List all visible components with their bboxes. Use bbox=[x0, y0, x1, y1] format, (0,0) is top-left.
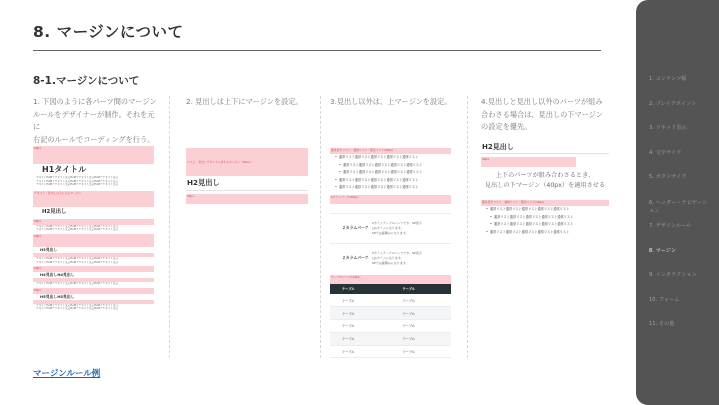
margin-block bbox=[33, 234, 154, 247]
column-2-description: 2. 見出しは上下にマージンを設定。 bbox=[186, 97, 303, 106]
two-column-row bbox=[330, 243, 451, 273]
mock-text: テキストHoMアテキスト文章HoMアテキスト文章HoMアテキスト文章 bbox=[36, 256, 118, 260]
margin-label: 箇条書きリスト・通常リスト・箇条リスト(16px) bbox=[331, 148, 394, 152]
two-column-label: ２カラムパーツ bbox=[342, 255, 369, 261]
table-cell: テーブル bbox=[391, 345, 452, 358]
sidebar-item-liquid[interactable]: 3. リキッド表示 bbox=[649, 125, 687, 131]
margin-block bbox=[330, 195, 451, 204]
margin-label: 20px bbox=[34, 218, 41, 223]
column-divider bbox=[320, 96, 321, 358]
margin-label: ベス上・見出しテキストに対するマージン（20px） bbox=[187, 160, 253, 164]
margin-label: 2カラムパーツ(40px) bbox=[331, 194, 359, 199]
table-cell: テーブル bbox=[330, 294, 391, 307]
mock-text: テキストHoMアテキスト文章HoMアテキスト文章HoMアテキスト文章 bbox=[36, 183, 118, 187]
column-1-description: 1. 下図のように各パーツ間のマージン ルールをデザイナーが制作。それを元に 右記のルールでコーディングを行う。 bbox=[33, 97, 157, 144]
table-header-cell: テーブル bbox=[330, 284, 391, 294]
mock-text: テキストHoMアテキスト文章HoMアテキスト文章HoMアテキスト文章 bbox=[36, 260, 118, 264]
list-item: • 通常リスト通常リスト通常リスト通常リスト通常リスト bbox=[481, 229, 609, 237]
margin-block bbox=[33, 191, 154, 207]
table-cell: テーブル bbox=[330, 320, 391, 333]
mock-h5: H5見出しH5見出し bbox=[40, 293, 75, 299]
two-column-text: 2カラムテーブルパーツです。SP表示 は1カラムになります。 SPでは縦積みになります。 bbox=[372, 220, 422, 235]
table-cell: テーブル bbox=[391, 307, 452, 320]
sidebar-item-design-rule[interactable]: 7. デザインルール bbox=[649, 223, 692, 229]
column-4-mockup bbox=[481, 141, 609, 236]
margin-label: 箇条書きリスト・通常リスト・箇条リスト(16px) bbox=[482, 200, 545, 204]
sidebar-item-content-width[interactable]: 1. コンテンツ幅 bbox=[649, 76, 687, 82]
mock-text: テキストHoMアテキスト文章HoMアテキスト文章HoMアテキスト文章 bbox=[36, 282, 118, 286]
heading-underline bbox=[186, 190, 308, 191]
column-2 bbox=[186, 96, 311, 358]
sidebar-item-header-nav[interactable]: 6. ヘッダー・ナビゲーション bbox=[649, 199, 708, 214]
sidebar-item-breakpoint[interactable]: 2. ブレイクポイント bbox=[649, 100, 697, 107]
mock-h4: H4見出しH4見出し bbox=[40, 272, 75, 278]
list-item: • 通常リスト通常リスト通常リスト通常リスト通常リスト bbox=[330, 154, 451, 162]
list-item: • 通常リスト通常リスト通常リスト通常リスト通常リスト bbox=[481, 214, 609, 222]
two-column-label: ２カラムパーツ bbox=[342, 225, 369, 231]
two-column-text: 2カラムテーブルパーツです。SP表示 は1カラムになります。 SPでは縦積みになります。 bbox=[372, 250, 422, 265]
table-cell: テーブル bbox=[330, 307, 391, 320]
list-item: • 通常リスト通常リスト通常リスト通常リスト通常リスト bbox=[330, 184, 451, 192]
title-divider bbox=[33, 50, 601, 51]
margin-block bbox=[186, 194, 308, 204]
table-cell: テーブル bbox=[391, 332, 452, 345]
column-3-mockup bbox=[330, 148, 451, 358]
mock-text: テキストHoMアテキスト文章HoMアテキスト文章HoMアテキスト文章 bbox=[36, 176, 118, 179]
margin-label: 40px bbox=[482, 157, 489, 161]
page-title: 8. マージンについて bbox=[33, 23, 184, 41]
column-1 bbox=[33, 96, 158, 358]
sidebar-item-interaction[interactable]: 9. インタラクション bbox=[649, 272, 697, 278]
margin-label: 20px bbox=[34, 146, 41, 150]
sidebar-item-other[interactable]: 11. その他 bbox=[649, 321, 675, 327]
column-1-mockup bbox=[33, 146, 154, 311]
sidebar-item-form[interactable]: 10. フォーム bbox=[649, 296, 680, 303]
mock-h2: H2見出し bbox=[482, 143, 514, 151]
list-item: • 通常リスト通常リスト通常リスト通常リスト通常リスト bbox=[481, 221, 609, 229]
margin-block bbox=[33, 146, 154, 164]
margin-label: 40px bbox=[187, 194, 194, 198]
table-cell: テーブル bbox=[391, 320, 452, 333]
table-cell: テーブル bbox=[330, 345, 391, 358]
sidebar-item-font-size[interactable]: 4. 文字サイズ bbox=[649, 149, 682, 156]
margin-block bbox=[481, 157, 576, 167]
mock-h2: H2見出し bbox=[187, 178, 220, 187]
margin-block bbox=[186, 148, 308, 176]
table-header-cell: テーブル bbox=[391, 284, 452, 294]
mock-h1: H1タイトル bbox=[42, 165, 87, 174]
sidebar-item-margin[interactable]: 8. マージン bbox=[649, 247, 677, 254]
margin-label: テーブル(パーツ(24px) bbox=[331, 274, 361, 279]
column-2-mockup bbox=[186, 148, 308, 204]
mock-text: テキストHoMアテキスト文章HoMアテキスト文章HoMアテキスト文章 bbox=[36, 224, 118, 228]
mock-text: テキストHoMアテキスト文章HoMアテキスト文章HoMアテキスト文章 bbox=[36, 307, 118, 311]
mock-table bbox=[330, 284, 451, 358]
spacer bbox=[330, 204, 451, 213]
column-4-description: 4.見出しと見出し以外のパーツが組み 合わさる場合は、見出しの下マージン の設定を優先。 bbox=[481, 97, 603, 131]
sidebar-nav-list bbox=[649, 76, 709, 346]
column-4 bbox=[481, 96, 611, 358]
list-item: • 通常リスト通常リスト通常リスト通常リスト通常リスト bbox=[481, 206, 609, 214]
margin-rule-example-link[interactable]: マージンルール例 bbox=[33, 369, 101, 379]
section-title: 8-1.マージンについて bbox=[33, 75, 140, 87]
sidebar bbox=[636, 0, 719, 405]
list-item: • 通常リスト通常リスト通常リスト通常リスト通常リスト bbox=[330, 162, 451, 170]
mock-text: テキストHoMアテキスト文章HoMアテキスト文章HoMアテキスト文章 bbox=[36, 228, 118, 232]
list-item: • 通常リスト通常リスト通常リスト通常リスト通常リスト bbox=[330, 177, 451, 185]
heading-underline bbox=[481, 153, 609, 154]
column-3-description: 3.見出し以外は、上マージンを設定。 bbox=[330, 97, 452, 106]
column-divider bbox=[169, 96, 170, 358]
table-cell: テーブル bbox=[391, 294, 452, 307]
mock-h2: H2見出し bbox=[42, 208, 67, 215]
margin-block bbox=[330, 275, 451, 284]
margin-label: 20px bbox=[34, 287, 41, 292]
mock-h3: H3見出し bbox=[40, 246, 58, 252]
margin-label: テキスト・見出しの上に入るマージン bbox=[34, 190, 82, 195]
mock-text: テキストHoMアテキスト文章HoMアテキスト文章HoMアテキスト文章 bbox=[36, 303, 118, 307]
table-cell: テーブル bbox=[330, 332, 391, 345]
list-item: • 通常リスト通常リスト通常リスト通常リスト通常リスト bbox=[330, 169, 451, 177]
margin-label: 20px bbox=[34, 266, 41, 271]
margin-label: 20px bbox=[34, 233, 41, 238]
column-divider bbox=[467, 96, 468, 358]
mock-text: テキストHoMアテキスト文章HoMアテキスト文章HoMアテキスト文章 bbox=[36, 179, 118, 183]
margin-note: 上下のパーツが組み合わさるとき、 見出しの下マージン（40px）を適用させる bbox=[484, 172, 606, 189]
sidebar-item-button-size[interactable]: 5. ボタンサイズ bbox=[649, 174, 687, 180]
two-column-row bbox=[330, 213, 451, 243]
column-3 bbox=[330, 96, 455, 358]
